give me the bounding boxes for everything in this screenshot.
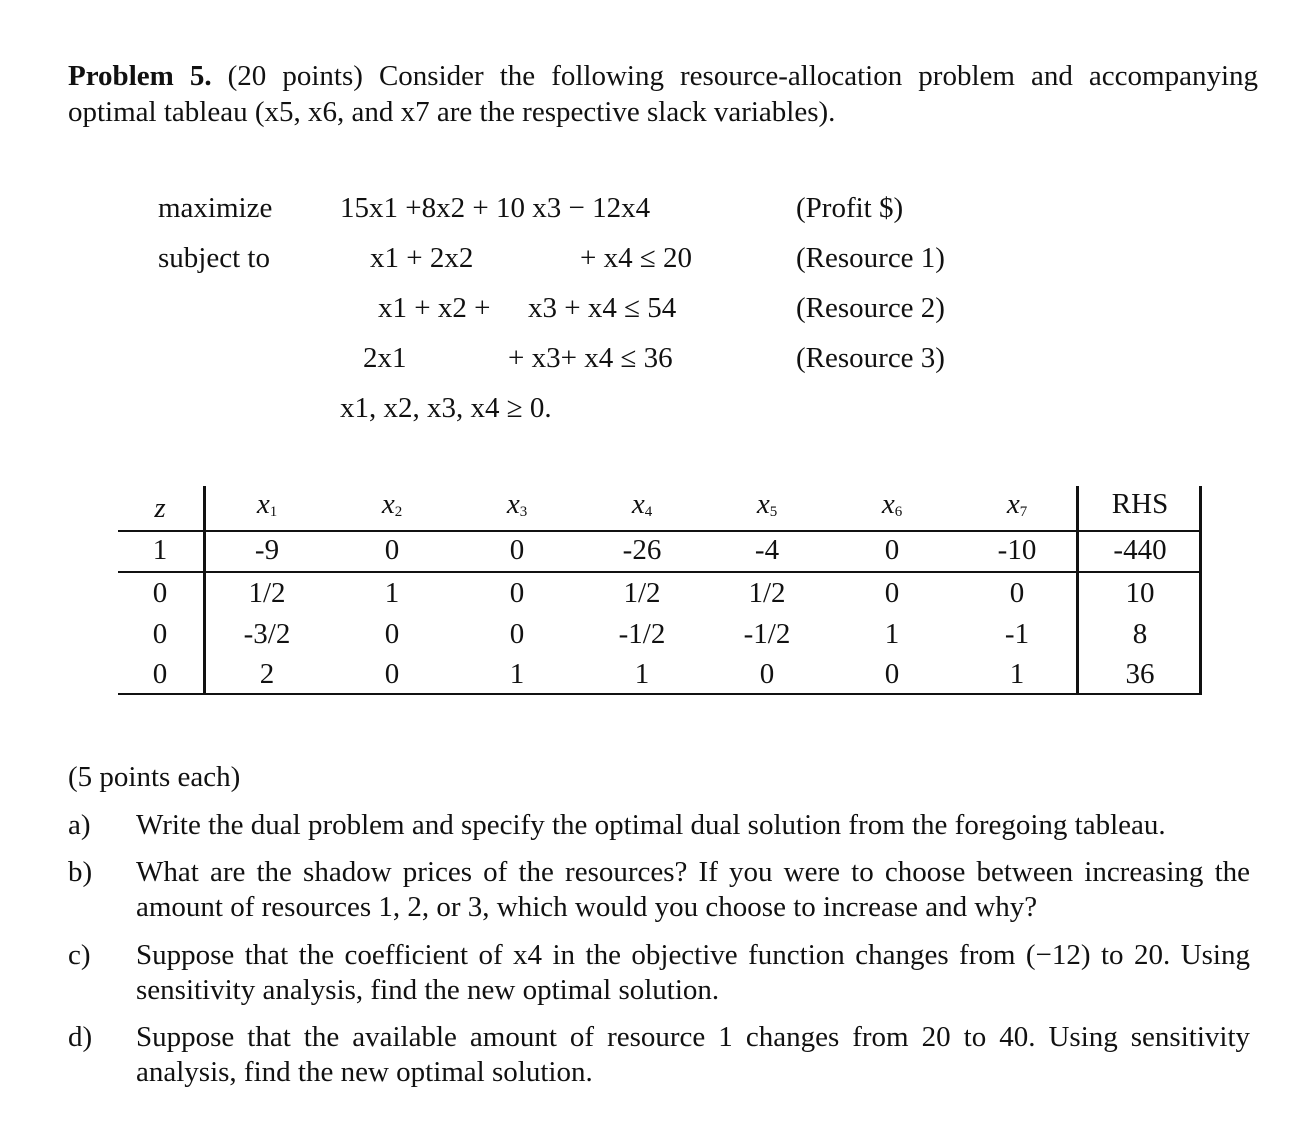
tableau-cell: 0: [759, 658, 775, 690]
tableau-cell: -10: [997, 534, 1037, 566]
tableau-cell: 1: [634, 658, 650, 690]
tableau-cell: -4: [754, 534, 780, 566]
tableau-cell: -3/2: [243, 618, 291, 650]
tableau-cell: 0: [384, 618, 400, 650]
tableau-cell: 1/2: [623, 577, 661, 609]
tableau-cell: 0: [884, 658, 900, 690]
tableau-header-x7: $x_7$: [1006, 488, 1028, 520]
tableau-cell: 0: [384, 658, 400, 690]
question-a-text: Write the dual problem and specify the optimal dual solution from the foregoing tableau.: [136, 809, 1166, 841]
tableau-hline-top: [118, 530, 1202, 532]
question-d-letter: d): [68, 1021, 93, 1053]
problem-label: Problem 5.: [68, 60, 212, 92]
tableau-header-x2: $x_2$: [381, 488, 403, 520]
objective-function: 15x1 +8x2 + 10 x3 − 12x4: [340, 192, 651, 224]
tableau-cell: 36: [1125, 658, 1155, 690]
tableau-cell: 2: [259, 658, 275, 690]
tableau-cell: 0: [1009, 577, 1025, 609]
nonnegativity-constraint: x1, x2, x3, x4 ≥ 0.: [340, 392, 552, 424]
tableau-cell: 0: [509, 577, 525, 609]
tableau-cell: 0: [152, 577, 168, 609]
question-d-text: Suppose that the available amount of resource 1 changes from 20 to 40. Using sensitivity analysis, find the new optimal solution.: [136, 1021, 1250, 1088]
tableau-cell: 0: [884, 577, 900, 609]
constraint-3-note: (Resource 3): [796, 342, 945, 374]
tableau-cell: -26: [622, 534, 662, 566]
tableau-hline-mid: [118, 571, 1202, 573]
tableau-cell: -9: [254, 534, 280, 566]
tableau-cell: -1/2: [618, 618, 666, 650]
constraint-2-lhs-b: x3 + x4 ≤ 54: [528, 292, 677, 324]
tableau-header-x6: $x_6$: [881, 488, 903, 520]
tableau-cell: 0: [884, 534, 900, 566]
constraint-2-lhs-a: x1 + x2 +: [378, 292, 491, 324]
constraint-3-lhs-b: + x3+ x4 ≤ 36: [508, 342, 673, 374]
tableau-header-z: z: [154, 492, 166, 524]
tableau-header-x4: $x_4$: [631, 488, 653, 520]
constraint-2-note: (Resource 2): [796, 292, 945, 324]
question-a-letter: a): [68, 809, 91, 841]
tableau-cell: 1: [384, 577, 400, 609]
tableau-header-x1: $x_1$: [256, 488, 278, 520]
constraint-label: subject to: [158, 242, 270, 274]
tableau-cell: 10: [1125, 577, 1155, 609]
constraint-3-lhs-a: 2x1: [363, 342, 407, 374]
question-b-text: What are the shadow prices of the resources? If you were to choose between increasing the amount of resources 1, 2, or 3, which would you choose to increase and why?: [136, 856, 1250, 923]
constraint-1-lhs-a: x1 + 2x2: [370, 242, 474, 274]
tableau-cell: 1: [1009, 658, 1025, 690]
tableau-cell: 1: [509, 658, 525, 690]
tableau-header-x3: $x_3$: [506, 488, 528, 520]
tableau-cell: 0: [509, 534, 525, 566]
tableau-cell: 0: [152, 658, 168, 690]
tableau-cell: 1/2: [748, 577, 786, 609]
tableau-cell: 1/2: [248, 577, 286, 609]
objective-note: (Profit $): [796, 192, 904, 224]
tableau-cell: 0: [509, 618, 525, 650]
tableau-header-rhs: RHS: [1111, 488, 1169, 520]
constraint-1-lhs-b: + x4 ≤ 20: [580, 242, 693, 274]
constraint-1-note: (Resource 1): [796, 242, 945, 274]
question-c-letter: c): [68, 939, 91, 971]
question-c-text: Suppose that the coefficient of x4 in the objective function changes from (−12) to 20. Using sensitivity analysis, find the new optimal solution.: [136, 939, 1250, 1006]
problem-intro: (20 points) Consider the following resource-allocation problem and accompanying optimal tableau (x5, x6, and x7 are the respective slack variables).: [68, 60, 1259, 128]
objective-label: maximize: [158, 192, 273, 224]
points-note: (5 points each): [68, 761, 241, 793]
tableau-cell: 8: [1132, 618, 1148, 650]
tableau-hline-bottom: [118, 693, 1202, 695]
problem-statement: [68, 58, 1258, 130]
tableau-cell: 1: [884, 618, 900, 650]
tableau-cell: -440: [1113, 534, 1167, 566]
tableau-header-x5: $x_5$: [756, 488, 778, 520]
tableau-cell: -1/2: [743, 618, 791, 650]
tableau-cell: 0: [152, 618, 168, 650]
tableau-cell: 0: [384, 534, 400, 566]
tableau-cell: 1: [152, 534, 168, 566]
tableau-cell: -1: [1004, 618, 1030, 650]
question-b-letter: b): [68, 856, 93, 888]
